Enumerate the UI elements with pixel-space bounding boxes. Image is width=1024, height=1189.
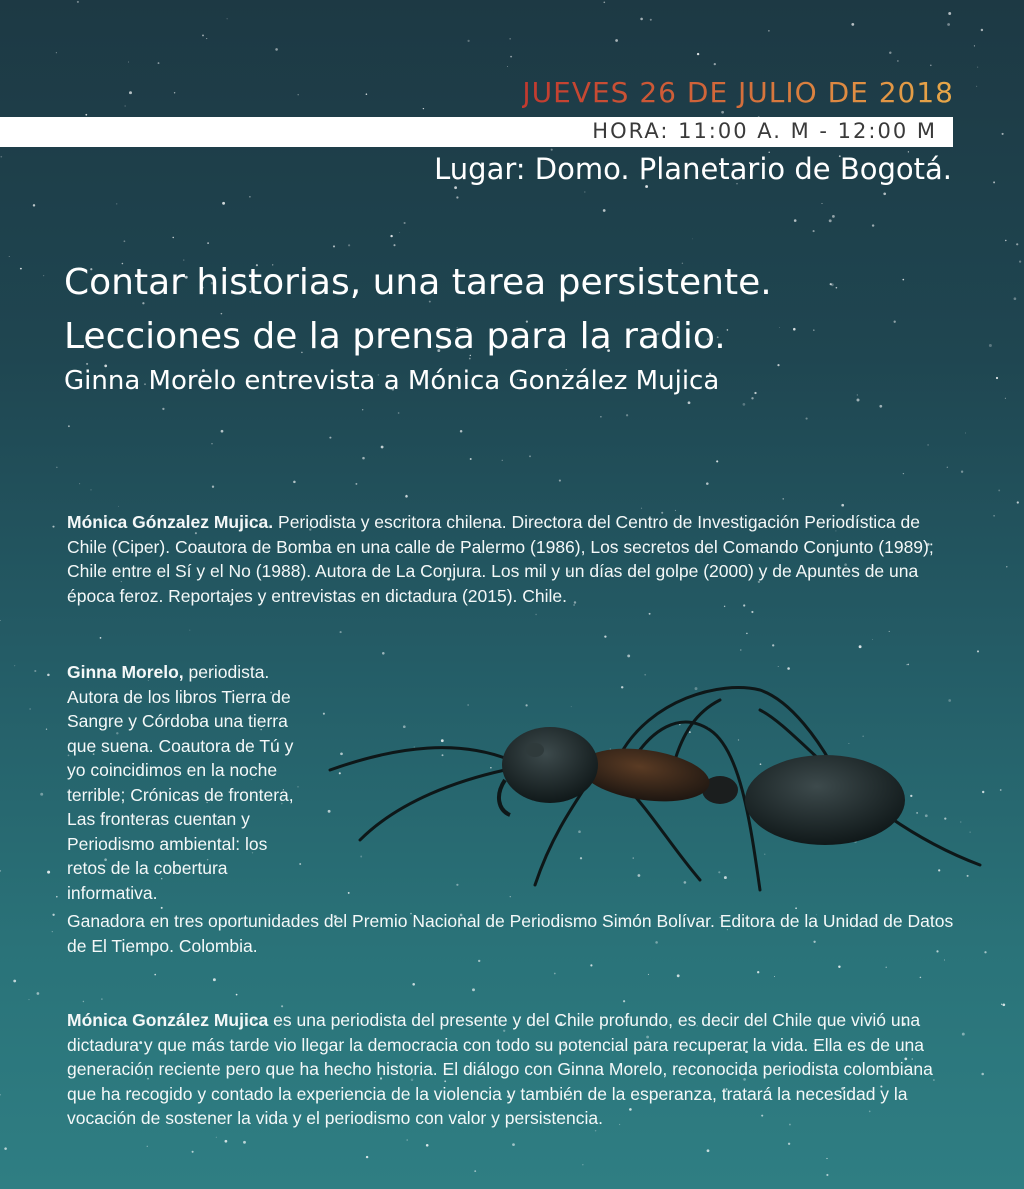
star: [989, 344, 992, 347]
star: [806, 418, 808, 420]
star: [641, 508, 642, 509]
star: [4, 1147, 7, 1150]
star: [221, 430, 224, 433]
event-place: Lugar: Domo. Planetario de Bogotá.: [434, 152, 952, 186]
star: [212, 486, 214, 488]
star: [454, 186, 457, 189]
star: [947, 23, 950, 26]
star: [333, 245, 335, 247]
star: [903, 473, 904, 474]
star: [716, 460, 718, 462]
star: [714, 63, 716, 65]
star: [721, 111, 724, 114]
star: [908, 664, 910, 666]
star: [225, 1140, 228, 1143]
star: [192, 1151, 194, 1153]
star: [879, 405, 882, 408]
star: [1001, 1004, 1002, 1005]
star: [207, 242, 209, 244]
star: [826, 1174, 828, 1176]
star: [13, 980, 16, 983]
star: [79, 483, 80, 484]
star: [603, 209, 606, 212]
description-name: Mónica González Mujica: [67, 1010, 269, 1030]
star: [615, 39, 618, 42]
star: [85, 114, 87, 116]
star: [469, 358, 471, 360]
star: [727, 329, 729, 331]
star: [627, 654, 630, 657]
star: [362, 457, 365, 460]
star: [1005, 398, 1006, 399]
star: [746, 633, 748, 635]
star: [965, 433, 966, 434]
star: [37, 992, 40, 995]
star: [754, 392, 756, 394]
star: [502, 460, 503, 461]
star: [788, 1143, 790, 1145]
star: [832, 215, 835, 218]
star: [412, 983, 415, 986]
star: [793, 328, 796, 331]
star: [948, 12, 951, 15]
star: [0, 1094, 1, 1095]
star: [779, 327, 780, 328]
star: [297, 94, 298, 95]
star: [366, 93, 368, 95]
star: [582, 1164, 583, 1165]
star: [836, 287, 838, 289]
star: [993, 515, 995, 517]
star: [512, 1143, 515, 1146]
bio-morelo: [67, 660, 307, 905]
bio-gonzalez-name: Mónica Gónzalez Mujica.: [67, 512, 274, 532]
star: [426, 1144, 429, 1147]
star: [743, 403, 746, 406]
star: [47, 871, 50, 874]
star: [794, 219, 797, 222]
star: [600, 416, 602, 418]
star: [86, 363, 88, 365]
star: [68, 425, 70, 427]
star: [1000, 789, 1002, 791]
star: [1002, 1003, 1005, 1006]
star: [154, 974, 156, 976]
star: [996, 377, 998, 379]
star: [707, 1149, 710, 1152]
star: [872, 224, 874, 226]
star: [348, 244, 350, 246]
star: [706, 482, 709, 485]
star: [467, 40, 469, 42]
star: [0, 620, 1, 621]
star: [202, 34, 204, 36]
star: [47, 674, 50, 677]
star: [124, 240, 126, 242]
star: [128, 62, 129, 63]
star: [906, 664, 907, 665]
star: [772, 644, 774, 646]
star: [981, 29, 983, 31]
star: [829, 219, 832, 222]
star: [927, 444, 929, 446]
star: [889, 631, 890, 632]
star: [382, 652, 385, 655]
star: [227, 18, 228, 19]
star: [822, 203, 823, 204]
star: [740, 649, 741, 650]
star: [366, 1156, 368, 1158]
star: [626, 414, 628, 416]
star: [14, 665, 15, 666]
star: [976, 86, 977, 87]
star: [20, 268, 22, 270]
star: [783, 498, 784, 499]
star: [777, 364, 779, 366]
star: [1002, 133, 1004, 135]
star: [648, 974, 649, 975]
star: [584, 191, 585, 192]
star: [559, 480, 561, 482]
star: [40, 793, 43, 796]
star: [173, 237, 174, 238]
star: [9, 256, 10, 257]
star: [29, 708, 30, 709]
star: [56, 896, 58, 898]
star: [902, 279, 904, 281]
star: [961, 471, 963, 473]
star: [688, 401, 691, 404]
star: [554, 973, 556, 975]
star: [897, 60, 898, 61]
star: [757, 971, 759, 973]
star: [423, 108, 424, 109]
star: [147, 1146, 148, 1147]
star: [692, 238, 693, 239]
star: [603, 1, 605, 3]
star: [947, 467, 948, 468]
star: [404, 222, 406, 224]
bio-morelo-name: Ginna Morelo,: [67, 662, 184, 682]
ant-image: [320, 670, 1000, 910]
star: [510, 38, 511, 39]
star: [1006, 566, 1007, 567]
star: [129, 91, 132, 94]
star: [0, 156, 2, 158]
star: [1017, 501, 1019, 503]
star: [930, 65, 932, 67]
star: [998, 489, 1000, 491]
headline-line-2: Lecciones de la prensa para la radio.: [64, 316, 726, 357]
star: [43, 275, 44, 276]
star: [329, 437, 331, 439]
star: [77, 1, 79, 3]
star: [118, 506, 119, 507]
star: [83, 1001, 84, 1002]
star: [977, 650, 979, 652]
star: [981, 1073, 984, 1076]
star: [640, 18, 643, 21]
star: [390, 235, 392, 237]
star: [56, 467, 57, 468]
star: [340, 631, 342, 633]
star: [883, 192, 886, 195]
star: [977, 67, 978, 68]
star: [623, 1000, 625, 1002]
star: [920, 977, 922, 979]
star: [189, 630, 190, 631]
star: [213, 978, 216, 981]
star: [162, 408, 164, 410]
headline-line-1: Contar historias, una tarea persistente.: [64, 262, 772, 303]
star: [768, 30, 769, 31]
star: [236, 994, 238, 996]
star: [826, 1158, 827, 1159]
star: [456, 196, 458, 198]
star: [52, 931, 53, 932]
star: [399, 232, 400, 233]
star: [275, 48, 278, 51]
star: [1014, 297, 1017, 300]
star: [46, 729, 47, 730]
event-description: [67, 1008, 957, 1131]
star: [398, 412, 400, 414]
star: [590, 964, 592, 966]
star: [478, 960, 480, 962]
star: [507, 66, 508, 67]
star: [206, 38, 207, 39]
star: [355, 483, 357, 485]
event-date: JUEVES 26 DE JULIO DE 2018: [522, 76, 954, 109]
star: [125, 106, 126, 107]
bio-morelo-text: periodista. Autora de los libros Tierra de Sangre y Córdoba una tierra que suena. Coautora de Tú y yo coincidimos en la noche terrible; Crónicas de frontera, Las fronteras cuentan y Periodismo ambiental: los retos de la cobertura informativa.: [67, 662, 294, 903]
star: [886, 967, 887, 968]
star: [962, 1033, 965, 1036]
star: [993, 181, 995, 183]
star: [472, 988, 475, 991]
star: [677, 974, 680, 977]
star: [649, 613, 651, 615]
star: [56, 52, 57, 53]
star: [101, 998, 102, 999]
star: [221, 313, 223, 315]
star: [211, 443, 212, 444]
star: [470, 458, 472, 460]
star: [778, 666, 779, 667]
star: [249, 196, 251, 198]
star: [650, 19, 652, 21]
star: [174, 92, 175, 93]
star: [91, 489, 92, 490]
star: [405, 495, 408, 498]
star: [293, 481, 296, 484]
description-text: es una periodista del presente y del Chile profundo, es decir del Chile que vivió una dictadura y que más tarde vio llegar la democracia con todo su potencial para recuperar la vida. Ella es de una generación reciente pero que ha hecho historia. El diálogo con Ginna Morelo, reconocida periodista colombiana que ha recogido y contado la experiencia de la violencia y también de la esperanza, tratará la necesidad y la vocación de sostener la vida y el periodismo con valor y persistencia.: [67, 1010, 933, 1128]
bio-gonzalez-text: Periodista y escritora chilena. Directora del Centro de Investigación Periodística de Chile (Ciper). Coautora de Bomba en una calle de Palermo (1986), Los secretos del Comando Conjunto (1989); Chile entre el Sí y el No (1988). Autora de La Conjura. Los mil y un días del golpe (2000) y de Apuntes de una época feroz. Reportajes y entrevistas en dictadura (2015). Chile.: [67, 512, 934, 606]
star: [859, 645, 862, 648]
star: [604, 635, 606, 637]
star: [841, 504, 844, 507]
star: [460, 430, 463, 433]
star: [857, 394, 858, 395]
star: [33, 204, 35, 206]
star: [857, 399, 860, 402]
star: [362, 409, 363, 410]
star: [984, 951, 986, 953]
bio-morelo-continued: Ganadora en tres oportunidades del Premio Nacional de Periodismo Simón Bolívar. Editora de la Unidad de Datos de El Tiempo. Colombia.: [67, 911, 954, 956]
star: [529, 455, 531, 457]
star: [116, 203, 117, 204]
bio-gonzalez: [67, 510, 957, 608]
star: [974, 45, 975, 46]
star: [183, 260, 184, 261]
event-time: HORA: 11:00 A. M - 12:00 M: [592, 119, 937, 143]
star: [1019, 261, 1021, 263]
star: [774, 976, 775, 977]
headline-subtitle: Ginna Morelo entrevista a Mónica González Mujica: [64, 366, 720, 396]
star: [34, 670, 36, 672]
star: [551, 149, 553, 151]
star: [751, 611, 753, 613]
star: [851, 23, 854, 26]
star: [222, 202, 225, 205]
star: [944, 959, 945, 960]
star: [216, 1137, 217, 1138]
star: [1005, 240, 1006, 241]
star: [894, 321, 896, 323]
star: [52, 914, 54, 916]
star: [535, 614, 536, 615]
star: [52, 526, 54, 528]
star: [158, 62, 160, 64]
star: [697, 53, 699, 55]
star: [510, 56, 512, 58]
star: [813, 329, 815, 331]
star: [751, 397, 753, 399]
star: [406, 1139, 408, 1141]
star: [889, 52, 891, 54]
star: [813, 230, 815, 232]
time-bar: [0, 117, 953, 147]
star: [474, 1170, 476, 1172]
star: [100, 637, 102, 639]
star: [1016, 243, 1018, 245]
star: [28, 999, 29, 1000]
star: [0, 870, 1, 872]
star: [393, 244, 395, 246]
star: [243, 1141, 246, 1144]
star: [830, 283, 832, 285]
star: [838, 966, 840, 968]
star: [381, 446, 384, 449]
star: [872, 639, 873, 640]
